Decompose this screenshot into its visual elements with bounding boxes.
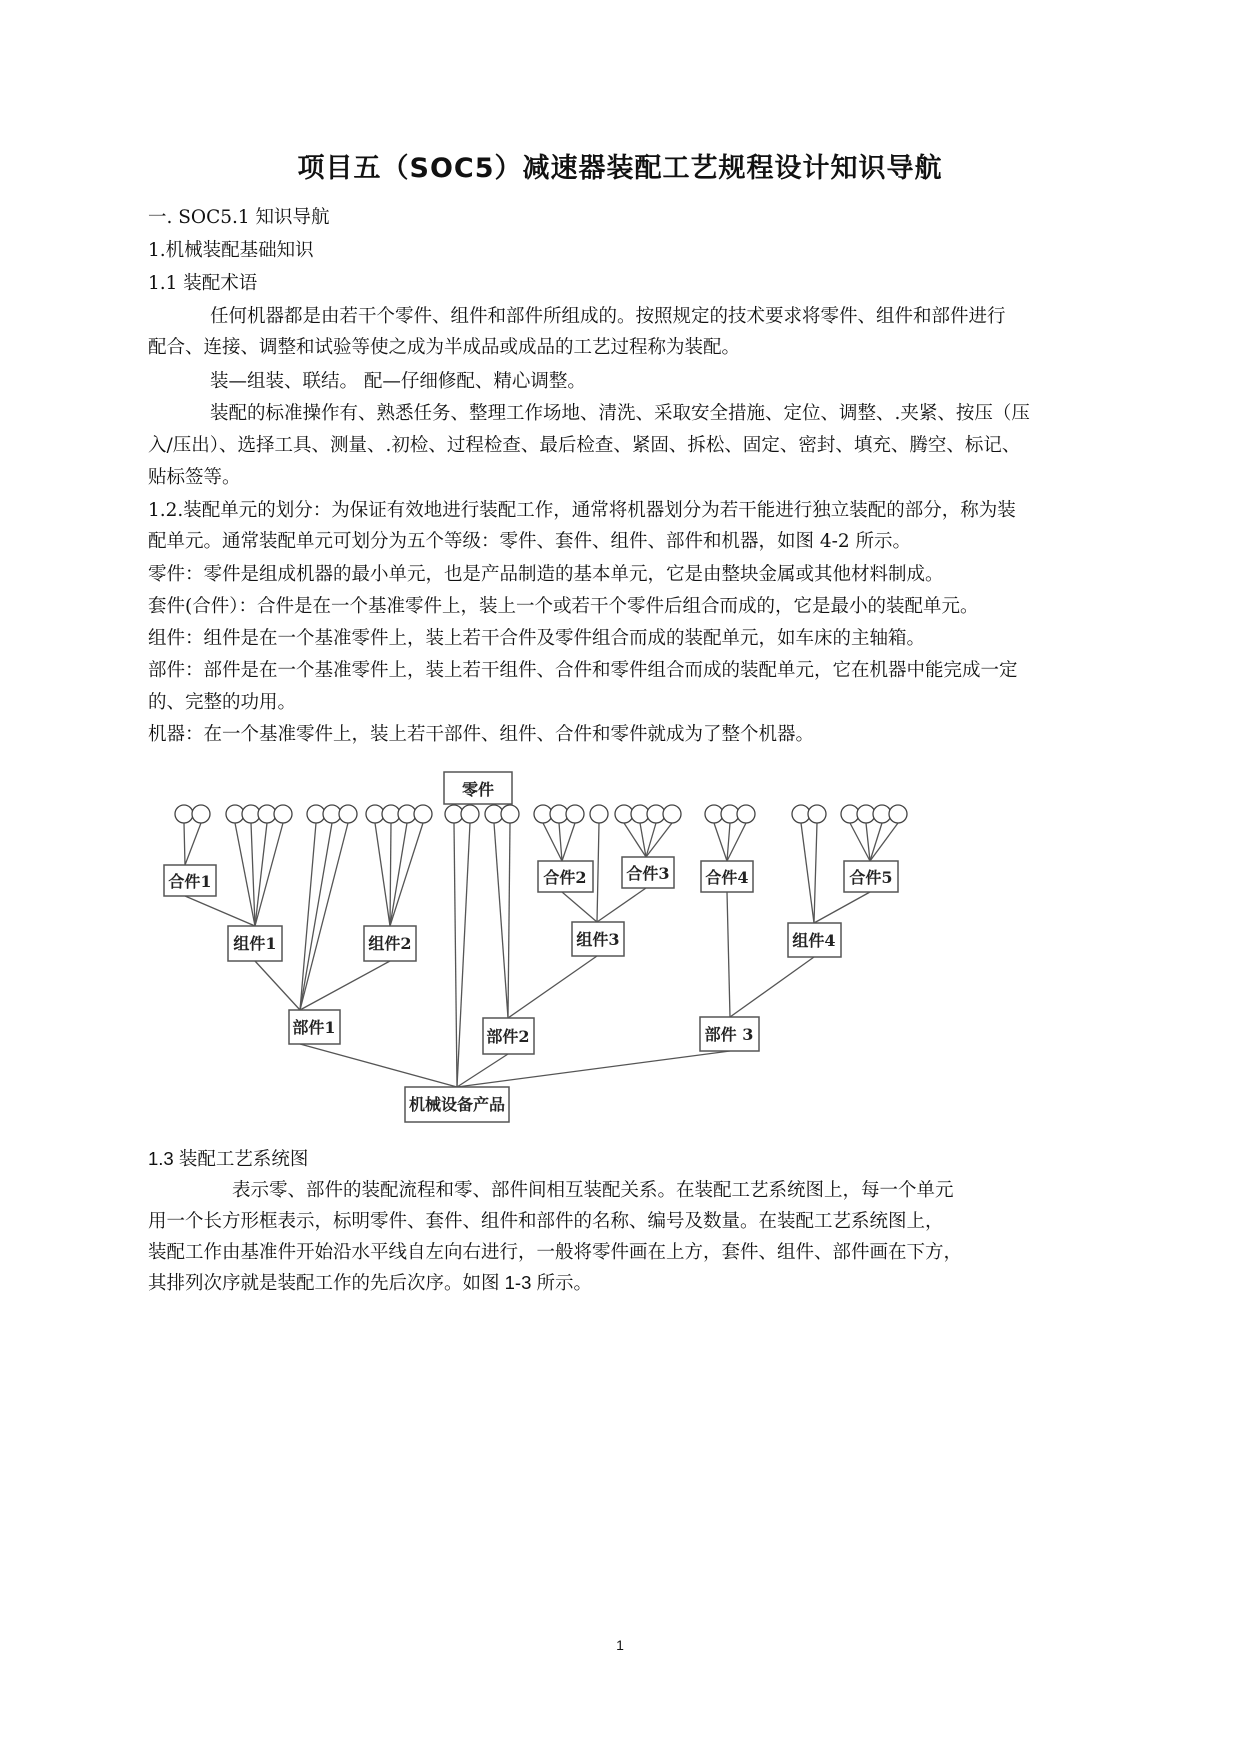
paragraph-line: 任何机器都是由若干个零件、组件和部件所组成的。按照规定的技术要求将零件、组件和部件进行 — [210, 306, 1006, 327]
paragraph-line: 配单元。通常装配单元可划分为五个等级：零件、套件、组件、部件和机器，如图 4-2 所示。 — [148, 531, 912, 552]
part-circles — [175, 805, 907, 823]
bujian3-label: 部件 3 — [704, 1025, 754, 1044]
bujian1-label: 部件1 — [292, 1018, 336, 1037]
zujian1-label: 组件1 — [233, 934, 277, 953]
paragraph-line: 配合、连接、调整和试验等使之成为半成品或成品的工艺过程称为装配。 — [148, 337, 741, 358]
paragraph-line: 套件(合件）：合件是在一个基准零件上，装上一个或若干个零件后组合而成的，它是最小的装配单元。 — [148, 596, 979, 617]
page-number: 1 — [616, 1637, 624, 1653]
hejian5-label: 合件5 — [849, 868, 893, 887]
hejian2-label: 合件2 — [543, 868, 587, 887]
paragraph-line: 其排列次序就是装配工作的先后次序。如图 1-3 所示。 — [148, 1272, 593, 1293]
paragraph-line: 表示零、部件的装配流程和零、部件间相互装配关系。在装配工艺系统图上，每一个单元 — [232, 1179, 954, 1200]
hejian1-label: 合件1 — [168, 872, 212, 891]
zujian3-label: 组件3 — [576, 930, 620, 949]
zujian2-label: 组件2 — [368, 934, 412, 953]
paragraph-line: 零件：零件是组成机器的最小单元，也是产品制造的基本单元，它是由整块金属或其他材料制成。 — [148, 564, 944, 585]
paragraph-line: 装—组装、联结。 配—仔细修配、精心调整。 — [210, 371, 586, 392]
paragraph-line: 组件：组件是在一个基准零件上，装上若干合件及零件组合而成的装配单元，如车床的主轴箱。 — [148, 628, 926, 649]
paragraph-line: 部件：部件是在一个基准零件上，装上若干组件、合件和零件组合而成的装配单元，它在机器中能完成一定 — [148, 660, 1018, 681]
subsection-heading: 1.1 装配术语 — [148, 273, 258, 294]
paragraph-line: 的、完整的功用。 — [148, 692, 297, 713]
bujian2-label: 部件2 — [486, 1027, 530, 1046]
subsection-heading: 1.3 装配工艺系统图 — [148, 1148, 309, 1169]
part-label: 零件 — [461, 780, 495, 799]
paragraph-line: 装配工作由基准件开始沿水平线自左向右进行，一般将零件画在上方，套件、组件、部件画在下方， — [148, 1241, 963, 1262]
paragraph-line: 机器：在一个基准零件上，装上若干部件、组件、合件和零件就成为了整个机器。 — [148, 724, 815, 745]
section-heading: 1.机械装配基础知识 — [148, 240, 314, 261]
paragraph-line: 贴标签等。 — [148, 467, 241, 488]
paragraph-line: 入/压出）、选择工具、测量、.初检、过程检查、最后检查、紧固、拆松、固定、密封、填充、腾空、标记、 — [148, 435, 1021, 456]
paragraph-line: 装配的标准操作有、熟悉任务、整理工作场地、清洗、采取安全措施、定位、调整、.夹紧、按压（压 — [210, 403, 1030, 424]
page-title: 项目五（SOC5）减速器装配工艺规程设计知识导航 — [297, 153, 943, 184]
product-label: 机械设备产品 — [408, 1095, 506, 1114]
hejian4-label: 合件4 — [705, 868, 749, 887]
section-heading: 一. SOC5.1 知识导航 — [148, 207, 330, 228]
paragraph-line: 用一个长方形框表示，标明零件、套件、组件和部件的名称、编号及数量。在装配工艺系统图上， — [148, 1210, 944, 1231]
paragraph-line: 1.2.装配单元的划分：为保证有效地进行装配工作，通常将机器划分为若干能进行独立装配的部分，称为装 — [148, 500, 1016, 521]
hejian3-label: 合件3 — [626, 864, 670, 883]
zujian4-label: 组件4 — [792, 931, 836, 950]
